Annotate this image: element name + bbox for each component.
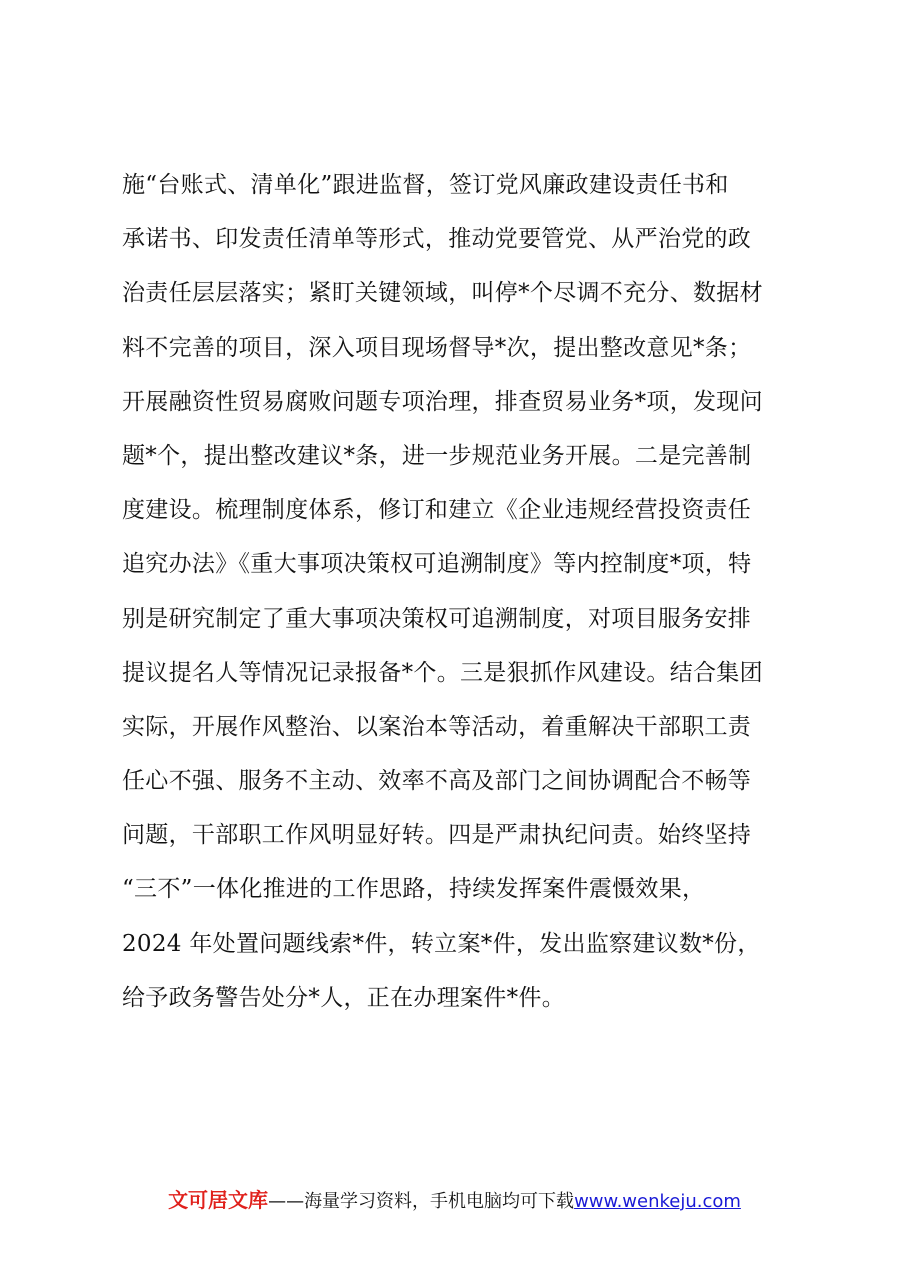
- footer-tagline: ——海量学习资料，手机电脑均可下载: [268, 1191, 575, 1212]
- body-line: 别是研究制定了重大事项决策权可追溯制度，对项目服务安排: [122, 605, 752, 632]
- brand-name: 文可居文库: [168, 1188, 269, 1212]
- body-line: 问题，干部职工作风明显好转。四是严肃执纪问责。始终坚持: [122, 822, 752, 849]
- body-line: 2024 年处置问题线索*件，转立案*件，发出监察建议数*份，: [122, 930, 761, 957]
- body-line: 施“台账式、清单化”跟进监督，签订党风廉政建设责任书和: [122, 172, 729, 198]
- body-line: 任心不强、服务不主动、效率不高及部门之间协调配合不畅等: [122, 768, 752, 795]
- body-line: 度建设。梳理制度体系，修订和建立《企业违规经营投资责任: [122, 497, 752, 524]
- body-line: 给予政务警告处分*人，正在办理案件*件。: [122, 984, 565, 1011]
- body-line: 料不完善的项目，深入项目现场督导*次，提出整改意见*条；: [122, 334, 752, 361]
- body-line: 治责任层层落实；紧盯关键领域，叫停*个尽调不充分、数据材: [122, 280, 763, 307]
- body-line: “三不”一体化推进的工作思路，持续发挥案件震慑效果，: [122, 876, 706, 903]
- body-line: 开展融资性贸易腐败问题专项治理，排查贸易业务*项，发现问: [122, 388, 763, 415]
- body-line: 提议提名人等情况记录报备*个。三是狠抓作风建设。结合集团: [122, 659, 763, 686]
- body-line: 承诺书、印发责任清单等形式，推动党要管党、从严治党的政: [122, 226, 752, 253]
- footer-banner: [0, 1184, 909, 1213]
- website-link[interactable]: www.wenkeju.com: [574, 1191, 741, 1212]
- body-line: 实际，开展作风整治、以案治本等活动，着重解决干部职工责: [122, 713, 752, 740]
- document-body: [122, 158, 802, 1025]
- body-line: 题*个，提出整改建议*条，进一步规范业务开展。二是完善制: [122, 442, 752, 469]
- body-line: 追究办法》《重大事项决策权可追溯制度》等内控制度*项，特: [122, 551, 752, 578]
